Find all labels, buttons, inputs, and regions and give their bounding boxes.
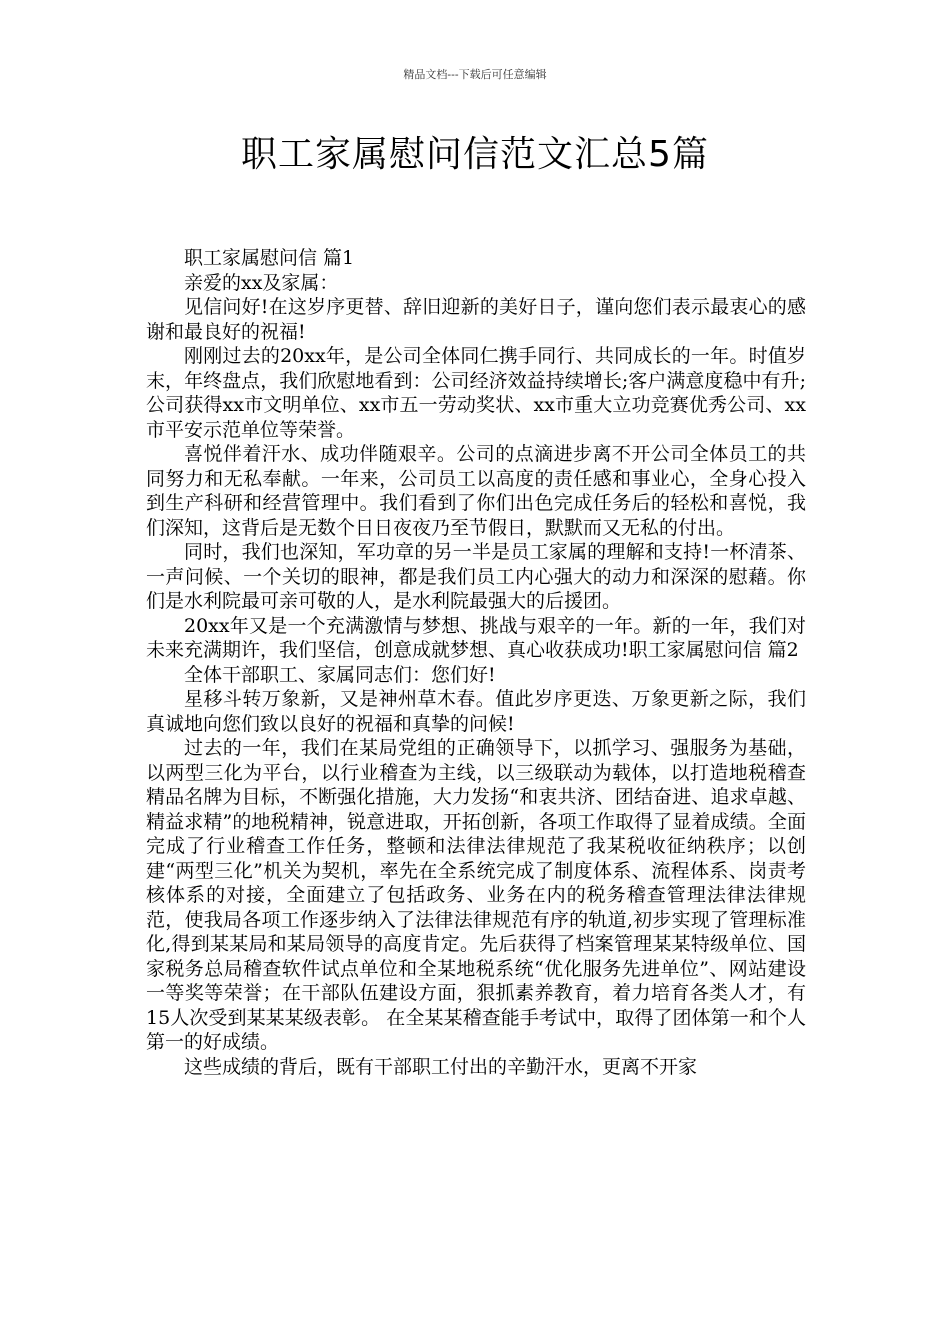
paragraph: 过去的一年，我们在某局党组的正确领导下，以抓学习、强服务为基础，以两型三化为平台，以行业稽查为主线，以三级联动为载体，以打造地税稽查精品名牌为目标，不断强化措施，大力发扬“和衷共济、团结奋进、追求卓越、精益求精”的地税精神，锐意进取，开拓创新，各项工作取得了显着成绩。全面完成了行业稽查工作任务，整顿和法律法律规范了我某税收征纳秩序；以创建“两型三化”机关为契机，率先在全系统完成了制度体系、流程体系、岗责考核体系的对接，全面建立了包括政务、业务在内的税务稽查管理法律法律规范，使我局各项工作逐步纳入了法律法律规范有序的轨道,初步实现了管理标准化,得到某某局和某局领导的高度肯定。先后获得了档案管理某某特级单位、国家税务总局稽查软件试点单位和全某地税系统“优化服务先进单位”、网站建设一等奖等荣誉；在干部队伍建设方面，狠抓素养教育，着力培育各类人才，有15人次受到某某某级表彰。 在全某某稽查能手考试中，取得了团体第一和个人第一的好成绩。 [146, 737, 806, 1053]
paragraph: 喜悦伴着汗水、成功伴随艰辛。公司的点滴进步离不开公司全体员工的共同努力和无私奉献。一年来，公司员工以高度的责任感和事业心，全身心投入到生产科研和经营管理中。我们看到了你们出色完成任务后的轻松和喜悦，我们深知，这背后是无数个日日夜夜乃至节假日，默默而又无私的付出。 [146, 443, 806, 539]
paragraph: 亲爱的xx及家属： [184, 271, 339, 294]
paragraph: 这些成绩的背后，既有干部职工付出的辛勤汗水，更离不开家 [184, 1055, 698, 1078]
paragraph: 星移斗转万象新，又是神州草木春。值此岁序更迭、万象更新之际，我们真诚地向您们致以良好的祝福和真挚的问候! [146, 688, 806, 735]
header-note: 精品文档---下载后可任意编辑 [403, 68, 547, 81]
paragraph: 全体干部职工、家属同志们：您们好! [184, 663, 496, 686]
document-title: 职工家属慰问信范文汇总5篇 [241, 134, 709, 175]
paragraph: 见信问好!在这岁序更替、辞旧迎新的美好日子，谨向您们表示最衷心的感谢和最良好的祝福! [146, 296, 806, 343]
paragraph: 20xx年又是一个充满激情与梦想、挑战与艰辛的一年。新的一年，我们对未来充满期许，我们坚信，创意成就梦想、真心收获成功!职工家属慰问信 篇2 [146, 614, 806, 661]
document-body [146, 246, 806, 1079]
paragraph: 职工家属慰问信 篇1 [184, 247, 355, 269]
paragraph: 同时，我们也深知，军功章的另一半是员工家属的理解和支持!一杯清茶、一声问候、一个关切的眼神，都是我们员工内心强大的动力和深深的慰藉。你们是水利院最可亲可敬的人，是水利院最强大的后援团。 [146, 541, 806, 612]
paragraph: 刚刚过去的20xx年，是公司全体同仁携手同行、共同成长的一年。时值岁末，年终盘点，我们欣慰地看到：公司经济效益持续增长;客户满意度稳中有升;公司获得xx市文明单位、xx市五一劳动奖状、xx市重大立功竞赛优秀公司、xx市平安示范单位等荣誉。 [146, 345, 806, 441]
